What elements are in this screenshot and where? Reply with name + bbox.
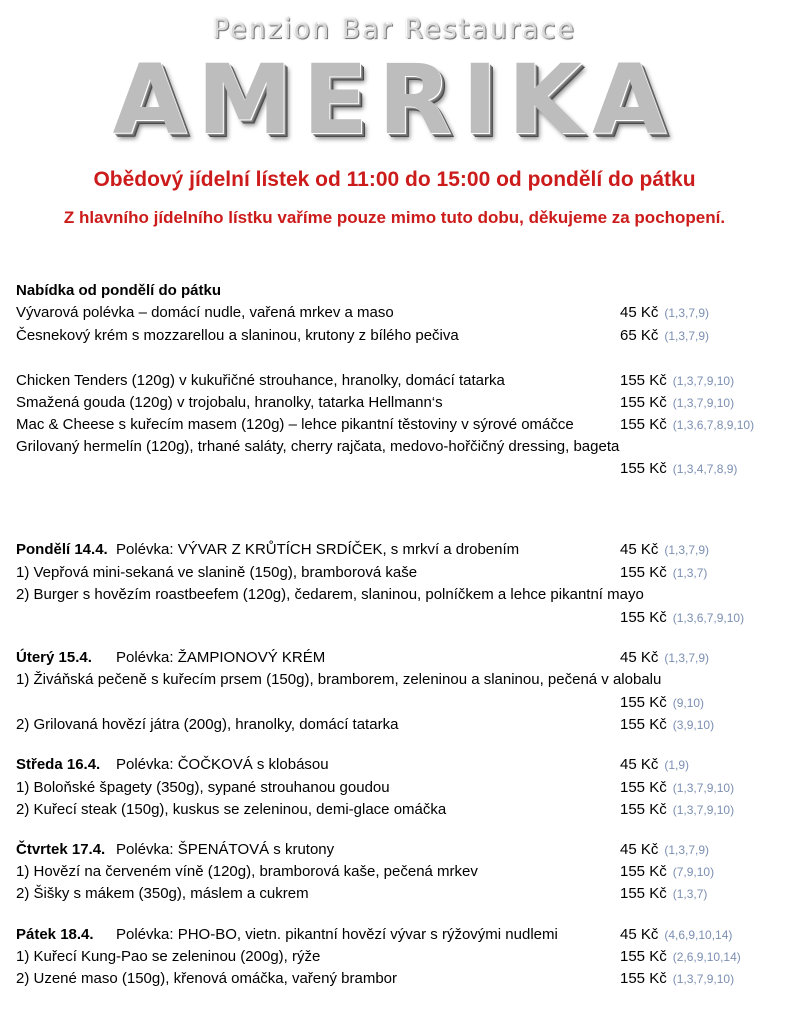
weekly-item-price: 155 Kč (1,3,7,9,10)	[620, 394, 735, 411]
dish-price: 155 Kč (1,3,7,9,10)	[620, 970, 735, 987]
allergens: (1,9)	[664, 758, 690, 772]
weekly-item-text: Vývarová polévka – domácí nudle, vařená mrkev a maso	[16, 304, 394, 321]
menu-title: Obědový jídelní lístek od 11:00 do 15:00 od pondělí do pátku	[93, 168, 696, 191]
allergens: (1,3,7,9,10)	[672, 972, 735, 986]
allergens: (9,10)	[672, 696, 705, 710]
dish-text: 2) Uzené maso (150g), křenová omáčka, vařený brambor	[16, 970, 398, 987]
allergens: (1,3,6,7,9,10)	[672, 611, 745, 625]
allergens: (7,9,10)	[672, 865, 715, 879]
weekly-item-price: 45 Kč (1,3,7,9)	[620, 304, 710, 321]
logo-title: AMERIKA	[112, 44, 677, 156]
allergens: (1,3,7,9,10)	[672, 803, 735, 817]
dish-text: 1) Vepřová mini-sekaná ve slanině (150g), bramborová kaše	[16, 564, 418, 581]
soup-price: 45 Kč (1,3,7,9)	[620, 649, 710, 666]
dish-text: 2) Grilovaná hovězí játra (200g), hranolky, domácí tatarka	[16, 716, 399, 733]
day-label: Pondělí 14.4.	[16, 541, 108, 558]
menu-subtitle: Z hlavního jídelního lístku vaříme pouze mimo tuto dobu, děkujeme za pochopení.	[63, 208, 726, 227]
day-soup-row	[16, 648, 325, 668]
weekly-item-price: 155 Kč (1,3,7,9,10)	[620, 372, 735, 389]
dish-text: 1) Boloňské špagety (350g), sypané strouhanou goudou	[16, 779, 390, 796]
weekly-item-text: Mac & Cheese s kuřecím masem (120g) – lehce pikantní těstoviny v sýrové omáčce	[16, 416, 574, 433]
allergens: (1,3,7,9,10)	[672, 374, 735, 388]
allergens: (1,3,6,7,8,9,10)	[672, 418, 755, 432]
day-soup-row	[16, 755, 329, 775]
weekly-item-text: Grilovaný hermelín (120g), trhané saláty, cherry rajčata, medovo-hořčičný dressing, bageta	[16, 438, 620, 455]
dish-price: 155 Kč (1,3,7,9,10)	[620, 801, 735, 818]
soup-price: 45 Kč (1,9)	[620, 756, 690, 773]
allergens: (1,3,7,9)	[664, 306, 710, 320]
allergens: (2,6,9,10,14)	[672, 950, 741, 964]
day-soup-row	[16, 840, 334, 860]
allergens: (1,3,4,7,8,9)	[672, 462, 738, 476]
soup-price: 45 Kč (4,6,9,10,14)	[620, 926, 733, 943]
day-label: Středa 16.4.	[16, 756, 101, 773]
soup-text: Polévka: ŠPENÁTOVÁ s krutony	[116, 841, 335, 858]
day-label: Čtvrtek 17.4.	[16, 841, 106, 858]
allergens: (3,9,10)	[672, 718, 715, 732]
allergens: (1,3,7,9,10)	[672, 396, 735, 410]
day-soup-row	[16, 925, 558, 945]
allergens: (1,3,7,9)	[664, 329, 710, 343]
dish-price: 155 Kč (7,9,10)	[620, 863, 715, 880]
allergens: (1,3,7)	[672, 566, 708, 580]
dish-price: 155 Kč (1,3,7,9,10)	[620, 779, 735, 796]
allergens: (1,3,7,9)	[664, 543, 710, 557]
restaurant-logo	[0, 0, 789, 160]
dish-text: 2) Burger s hovězím roastbeefem (120g), čedarem, slaninou, polníčkem a lehce pikantní mayo	[16, 586, 644, 603]
dish-text: 1) Živáňská pečeně s kuřecím prsem (150g), bramborem, zeleninou a slaninou, pečená v alobalu	[16, 671, 662, 688]
allergens: (4,6,9,10,14)	[664, 928, 733, 942]
dish-price: 155 Kč (3,9,10)	[620, 716, 715, 733]
soup-text: Polévka: ČOČKOVÁ s klobásou	[116, 756, 329, 773]
day-label: Úterý 15.4.	[16, 649, 92, 666]
weekly-item-text: Smažená gouda (120g) v trojobalu, hranolky, tatarka Hellmann‘s	[16, 394, 443, 411]
dish-price: 155 Kč (1,3,7)	[620, 885, 708, 902]
soup-price: 45 Kč (1,3,7,9)	[620, 841, 710, 858]
dish-text: 2) Šišky s mákem (350g), máslem a cukrem	[16, 885, 309, 902]
dish-text: 2) Kuřecí steak (150g), kuskus se zeleninou, demi-glace omáčka	[16, 801, 447, 818]
weekly-item-price: 65 Kč (1,3,7,9)	[620, 327, 710, 344]
soup-price: 45 Kč (1,3,7,9)	[620, 541, 710, 558]
dish-price: 155 Kč (2,6,9,10,14)	[620, 948, 741, 965]
allergens: (1,3,7,9)	[664, 651, 710, 665]
logo-subtitle: Penzion Bar Restaurace	[212, 14, 577, 45]
soup-text: Polévka: ŽAMPIONOVÝ KRÉM	[116, 649, 326, 666]
soup-text: Polévka: PHO-BO, vietn. pikantní hovězí vývar s rýžovými nudlemi	[116, 926, 558, 943]
allergens: (1,3,7,9,10)	[672, 781, 735, 795]
allergens: (1,3,7,9)	[664, 843, 710, 857]
day-soup-row	[16, 540, 519, 560]
dish-price: 155 Kč (1,3,6,7,9,10)	[620, 609, 745, 626]
day-label: Pátek 18.4.	[16, 926, 94, 943]
dish-price: 155 Kč (1,3,7)	[620, 564, 708, 581]
weekly-item-price: 155 Kč (1,3,4,7,8,9)	[620, 460, 738, 477]
allergens: (1,3,7)	[672, 887, 708, 901]
weekly-item-text: Česnekový krém s mozzarellou a slaninou, krutony z bílého pečiva	[16, 327, 459, 344]
dish-text: 1) Kuřecí Kung-Pao se zeleninou (200g), rýže	[16, 948, 321, 965]
soup-text: Polévka: VÝVAR Z KRŮTÍCH SRDÍČEK, s mrkví a drobením	[116, 541, 520, 558]
weekly-item-text: Chicken Tenders (120g) v kukuřičné strouhance, hranolky, domácí tatarka	[16, 372, 505, 389]
dish-price: 155 Kč (9,10)	[620, 694, 705, 711]
dish-text: 1) Hovězí na červeném víně (120g), bramborová kaše, pečená mrkev	[16, 863, 478, 880]
weekly-item-price: 155 Kč (1,3,6,7,8,9,10)	[620, 416, 755, 433]
weekly-heading: Nabídka od pondělí do pátku	[16, 282, 222, 299]
